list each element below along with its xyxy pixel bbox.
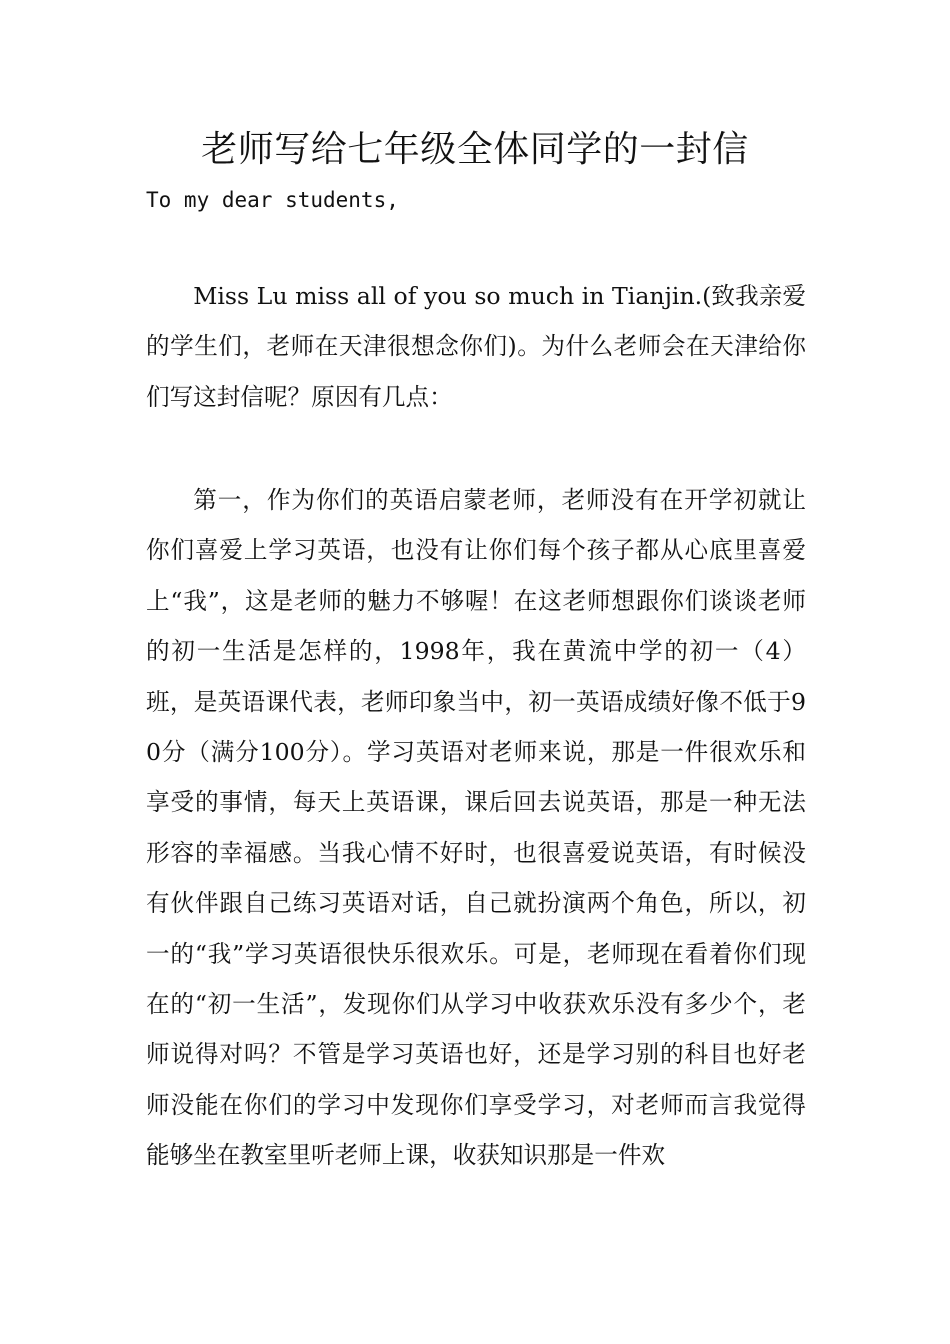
document-title: 老师写给七年级全体同学的一封信 [201,129,749,170]
paragraph-first-point: 第一，作为你们的英语启蒙老师，老师没有在开学初就让你们喜爱上学习英语，也没有让你们每个孩子都从心底里喜爱上“我”，这是老师的魅力不够喔！在这老师想跟你们谈谈老师的初一生活是怎样的，1998年，我在黄流中学的初一（4）班，是英语课代表，老师印象当中，初一英语成绩好像不低于90分（满分100分）。学习英语对老师来说，那是一件很欢乐和享受的事情，每天上英语课，课后回去说英语，那是一种无法形容的幸福感。当我心情不好时，也很喜爱说英语，有时候没有伙伴跟自己练习英语对话，自己就扮演两个角色，所以，初一的“我”学习英语很快乐很欢乐。可是，老师现在看着你们现在的“初一生活”，发现你们从学习中收获欢乐没有多少个，老师说得对吗？不管是学习英语也好，还是学习别的科目也好老师没能在你们的学习中发现你们享受学习，对老师而言我觉得能够坐在教室里听老师上课，收获知识那是一件欢 [146,486,806,1170]
salutation: To my dear students, [146,188,399,212]
paragraph-intro: Miss Lu miss all of you so much in Tianjin.(致我亲爱的学生们，老师在天津很想念你们)。为什么老师会在天津给你们写这封信呢？原因有几点： [146,282,806,411]
